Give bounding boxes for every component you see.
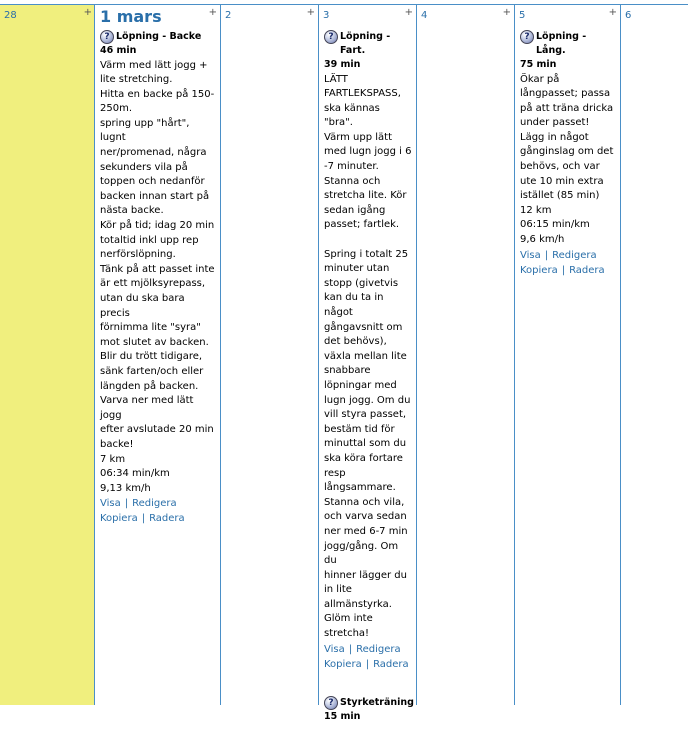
event-description: LÄTT FARTLEKSPASS, ska kännas "bra". Värm upp lätt med lugn jogg i 6 -7 minuter. Stanna och stretcha lite. Kör sedan igång passet; fartlek. Spring i totalt 25 minuter utan stopp (givetvis kan du ta in något gångavsnitt om det behövs), växla mellan lite snabbare löpningar med lugn jogg. Om du vill styra passet, bestäm tid för minuttal som du ska köra fortare resp långsammare. Stanna och vila, och varva sedan ner med 6-7 min jogg/gång. Om du hinner lägger du in lite allmänstyrka. Glöm inte stretcha! (324, 73, 412, 640)
event-title[interactable]: Löpning - Lång. (536, 31, 587, 56)
event-actions (324, 642, 413, 657)
event-speed: 9,13 km/h (100, 482, 151, 494)
help-icon[interactable]: ? (324, 30, 338, 44)
event-description: Ökar på långpasset; passa på att träna dricka under passet! Lägg in något gånginslag om det behövs, och var ute 10 min extra istället (85 min) (520, 73, 614, 202)
day-cell-1-mars[interactable] (94, 4, 220, 705)
day-cell-28[interactable] (0, 4, 95, 705)
event-duration: 46 min (100, 45, 137, 56)
add-event-icon[interactable]: + (83, 7, 92, 18)
separator: | (348, 643, 353, 655)
event-actions-2 (520, 263, 617, 278)
day-number: 4 (421, 10, 428, 21)
separator: | (544, 249, 549, 261)
day-cell-2[interactable] (220, 4, 318, 705)
event-duration: 39 min (324, 59, 361, 70)
event-actions (100, 496, 217, 511)
day-cell-6[interactable] (620, 4, 688, 705)
event-duration: 15 min (324, 710, 361, 722)
event-actions-2 (100, 511, 217, 526)
copy-link[interactable]: Kopiera (520, 264, 558, 276)
workout-event (100, 30, 217, 526)
event-duration: 75 min (520, 59, 557, 70)
separator: | (365, 658, 370, 670)
event-actions (520, 248, 617, 263)
day-cell-5[interactable] (514, 4, 620, 705)
event-speed: 9,6 km/h (520, 234, 565, 246)
edit-link[interactable]: Redigera (552, 249, 597, 261)
day-cell-3[interactable] (318, 4, 416, 722)
edit-link[interactable]: Redigera (356, 643, 401, 655)
event-actions-2 (324, 657, 413, 672)
event-distance: 12 km (520, 204, 552, 216)
event-title[interactable]: Styrketräning (340, 696, 414, 708)
event-header[interactable] (324, 696, 413, 710)
add-event-icon[interactable]: + (502, 7, 511, 18)
workout-event (324, 30, 413, 672)
separator: | (141, 513, 146, 525)
day-cell-4[interactable] (416, 4, 514, 705)
add-event-icon[interactable]: + (404, 7, 413, 18)
add-event-icon[interactable]: + (306, 7, 315, 18)
event-header[interactable] (520, 30, 617, 58)
event-title[interactable]: Löpning - Fart. (340, 31, 391, 56)
help-icon[interactable]: ? (100, 30, 114, 44)
add-event-icon[interactable]: + (608, 7, 617, 18)
day-number: 1 mars (100, 7, 162, 26)
separator: | (124, 498, 129, 510)
view-link[interactable]: Visa (520, 249, 541, 261)
event-pace: 06:34 min/km (100, 468, 170, 480)
delete-link[interactable]: Radera (373, 658, 409, 670)
delete-link[interactable]: Radera (149, 513, 185, 525)
event-header[interactable] (100, 30, 217, 44)
event-title[interactable]: Löpning - Backe (116, 31, 202, 42)
day-number: 28 (4, 10, 17, 21)
event-header[interactable] (324, 30, 413, 58)
help-icon[interactable]: ? (324, 696, 338, 710)
workout-event-strength (324, 696, 413, 725)
day-number: 5 (519, 10, 526, 21)
edit-link[interactable]: Redigera (132, 498, 177, 510)
event-pace: 06:15 min/km (520, 219, 590, 231)
day-number: 3 (323, 10, 330, 21)
event-distance: 7 km (100, 453, 126, 465)
add-event-icon[interactable]: + (208, 7, 217, 18)
view-link[interactable]: Visa (100, 498, 121, 510)
day-number: 2 (225, 10, 232, 21)
event-description: Värm med lätt jogg + lite stretching. Hitta en backe på 150- 250m. spring upp "hårt", lugnt ner/promenad, några sekunders vila på toppen och nedanför backen innan start på nästa backe. Kör på tid; idag 20 min totaltid inkl upp rep nerförslöpning. Tänk på att passet inte är ett mjölksyrepass, utan du ska bara precis förnimma lite "syra" mot slutet av backen. Blir du trött tidigare, sänk farten/och eller längden på backen. Varva ner med lätt jogg efter avslutade 20 min backe! (100, 59, 215, 450)
copy-link[interactable]: Kopiera (324, 658, 362, 670)
day-number: 6 (625, 10, 632, 21)
help-icon[interactable]: ? (520, 30, 534, 44)
separator: | (561, 264, 566, 276)
view-link[interactable]: Visa (324, 643, 345, 655)
copy-link[interactable]: Kopiera (100, 513, 138, 525)
delete-link[interactable]: Radera (569, 264, 605, 276)
workout-event (520, 30, 617, 278)
